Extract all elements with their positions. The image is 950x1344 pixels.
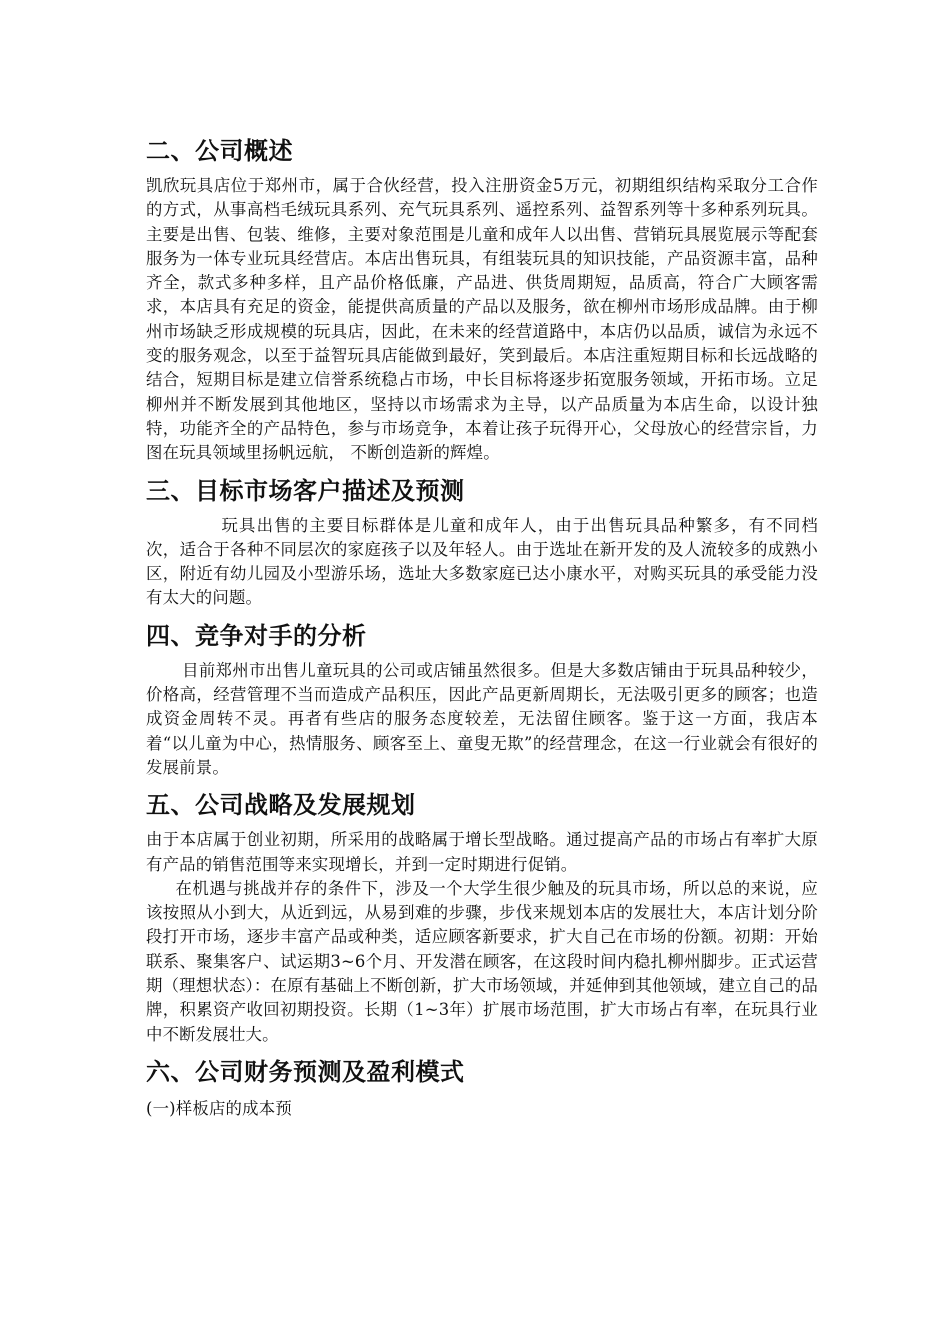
section-heading-finance: 六、公司财务预测及盈利模式: [146, 1057, 465, 1086]
section-heading-target-market: 三、目标市场客户描述及预测: [146, 476, 465, 505]
subheading-sample-store-cost: (一)样板店的成本预: [146, 1098, 292, 1118]
paragraph-company-overview: 凯欣玩具店位于郑州市，属于合伙经营，投入注册资金5万元，初期组织结构采取分工合作的方式，从事高档毛绒玩具系列、充气玩具系列、遥控系列、益智系列等十多种系列玩具。主要是出售、包装、维修，主要对象范围是儿童和成年人以出售、营销玩具展览展示等配套服务为一体专业玩具经营店。本店出售玩具，有组装玩具的知识技能，产品资源丰富，品种齐全，款式多种多样，且产品价格低廉，产品进、供货周期短，品质高，符合广大顾客需求，本店具有充足的资金，能提供高质量的产品以及服务，欲在柳州市场形成品牌。由于柳州市场缺乏形成规模的玩具店，因此，在未来的经营道路中，本店仍以品质，诚信为永远不变的服务观念，以至于益智玩具店能做到最好，笑到最后。本店注重短期目标和长远战略的结合，短期目标是建立信誉系统稳占市场，中长目标将逐步拓宽服务领域，开拓市场。立足柳州并不断发展到其他地区，坚持以市场需求为主导，以产品质量为本店生命，以设计独特，功能齐全的产品特色，参与市场竞争，本着让孩子玩得开心，父母放心的经营宗旨，力图在玩具领域里扬帆远航， 不断创造新的辉煌。: [146, 176, 818, 463]
section-heading-competitor-analysis: 四、竞争对手的分析: [146, 621, 367, 650]
section-heading-strategy: 五、公司战略及发展规划: [146, 791, 416, 820]
paragraph-strategy-plan: 在机遇与挑战并存的条件下，涉及一个大学生很少触及的玩具市场，所以总的来说，应该按照从小到大，从近到远，从易到难的步骤，步伐来规划本店的发展壮大，本店计划分阶段打开市场，逐步丰富产品或种类，适应顾客新要求，扩大自己在市场的份额。初期：开始联系、聚集客户、试运期3~6个月、开发潜在顾客，在这段时间内稳扎柳州脚步。正式运营期（理想状态）：在原有基础上不断创新，扩大市场领域，并延伸到其他领域，建立自己的品牌，积累资产收回初期投资。长期（1~3年）扩展市场范围，扩大市场占有率，在玩具行业中不断发展壮大。: [146, 878, 819, 1044]
paragraph-competitor-analysis: 目前郑州市出售儿童玩具的公司或店铺虽然很多。但是大多数店铺由于玩具品种较少，价格高，经营管理不当而造成产品积压，因此产品更新周期长，无法吸引更多的顾客；也造成资金周转不灵。再者有些店的服务态度较差，无法留住顾客。鉴于这一方面，我店本着“以儿童为中心，热情服务、顾客至上、童叟无欺”的经营理念，在这一行业就会有很好的发展前景。: [146, 660, 818, 777]
section-heading-company-overview: 二、公司概述: [146, 137, 293, 165]
paragraph-strategy-intro: 由于本店属于创业初期，所采用的战略属于增长型战略。通过提高产品的市场占有率扩大原有产品的销售范围等来实现增长，并到一定时期进行促销。: [146, 830, 818, 874]
document-body: [146, 134, 818, 1121]
paragraph-target-market: 玩具出售的主要目标群体是儿童和成年人，由于出售玩具品种繁多，有不同档次，适合于各种不同层次的家庭孩子以及年轻人。由于选址在新开发的及人流较多的成熟小区，附近有幼儿园及小型游乐场，选址大多数家庭已达小康水平，对购买玩具的承受能力没有太大的问题。: [146, 515, 818, 608]
